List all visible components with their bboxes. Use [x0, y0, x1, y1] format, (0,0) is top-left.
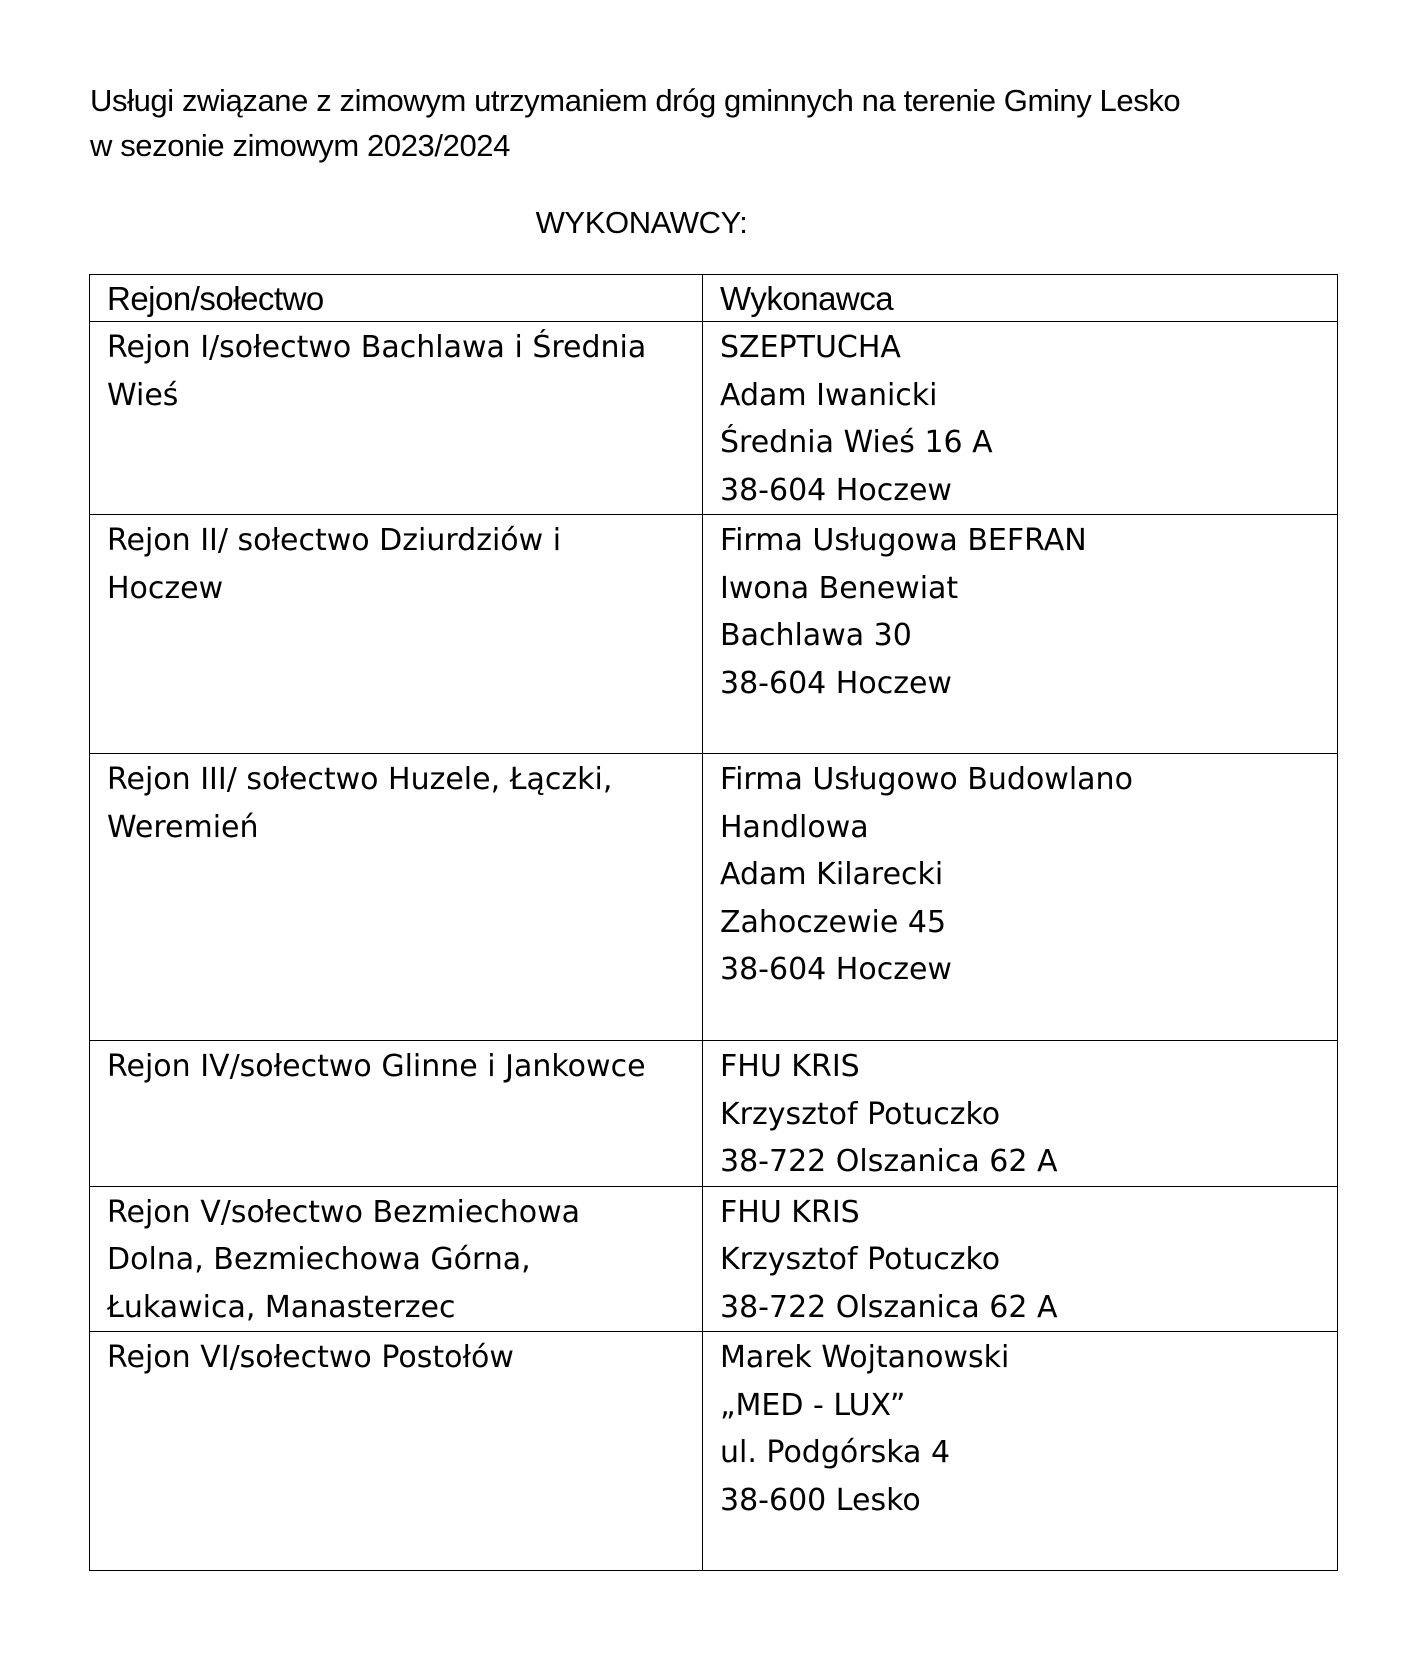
contractor-line: FHU KRIS [720, 1194, 860, 1230]
contractor-line: 38-600 Lesko [720, 1482, 921, 1518]
document-title-line-2: w sezonie zimowym 2023/2024 [90, 128, 510, 163]
contractor-line: Firma Usługowa BEFRAN [720, 523, 1087, 558]
region-line: Hoczew [107, 570, 224, 606]
region-line: Rejon V/sołectwo Bezmiechowa [107, 1194, 581, 1230]
contractor-cell [703, 515, 1338, 754]
contractor-line: SZEPTUCHA [720, 330, 901, 365]
region-line: Wieś [107, 377, 179, 413]
region-line: Dolna, Bezmiechowa Górna, [107, 1242, 531, 1277]
contractors-table [89, 274, 1338, 1571]
contractor-line: Adam Kilarecki [720, 857, 944, 892]
region-cell [90, 515, 703, 754]
region-line: Łukawica, Manasterzec [107, 1289, 456, 1325]
contractor-line: Bachlawa 30 [720, 618, 912, 653]
contractor-line: Marek Wojtanowski [720, 1340, 1010, 1375]
contractor-line: Średnia Wieś 16 A [720, 425, 993, 460]
region-cell [90, 322, 703, 515]
region-line: Weremień [107, 809, 259, 845]
contractor-line: Krzysztof Potuczko [720, 1242, 1001, 1277]
column-header-region: Rejon/sołectwo [90, 275, 703, 322]
contractor-line: ul. Podgórska 4 [720, 1435, 951, 1470]
document-title-line-1: Usługi związane z zimowym utrzymaniem dróg gminnych na terenie Gminy Lesko [90, 83, 1181, 118]
document-title [90, 78, 1350, 168]
table-row [90, 754, 1338, 1041]
contractor-cell [703, 754, 1338, 1041]
contractor-line: Zahoczewie 45 [720, 904, 947, 940]
contractor-cell [703, 1332, 1338, 1571]
contractor-line: 38-604 Hoczew [720, 952, 952, 987]
contractor-line: Handlowa [720, 809, 869, 845]
table-row [90, 1186, 1338, 1332]
table-header-row [90, 275, 1338, 322]
contractor-line: 38-722 Olszanica 62 A [720, 1289, 1058, 1325]
contractor-line: FHU KRIS [720, 1049, 860, 1084]
contractor-line: Krzysztof Potuczko [720, 1096, 1001, 1132]
contractor-cell [703, 322, 1338, 515]
contractor-line: „MED - LUX” [720, 1387, 906, 1423]
contractor-line: 38-722 Olszanica 62 A [720, 1144, 1058, 1179]
contractor-line: 38-604 Hoczew [720, 665, 952, 701]
contractor-line: 38-604 Hoczew [720, 472, 952, 508]
region-line: Rejon III/ sołectwo Huzele, Łączki, [107, 762, 613, 797]
column-header-contractor: Wykonawca [703, 275, 1338, 322]
region-cell [90, 1332, 703, 1571]
region-line: Rejon II/ sołectwo Dziurdziów i [107, 523, 562, 558]
contractor-line: Firma Usługowo Budowlano [720, 762, 1133, 797]
contractor-line: Iwona Benewiat [720, 570, 959, 606]
region-cell [90, 1041, 703, 1187]
region-line: Rejon VI/sołectwo Postołów [107, 1340, 514, 1375]
contractor-cell [703, 1041, 1338, 1187]
table-row [90, 1041, 1338, 1187]
table-row [90, 1332, 1338, 1571]
table-row [90, 322, 1338, 515]
region-cell [90, 754, 703, 1041]
contractors-heading: WYKONAWCY: [535, 205, 748, 240]
contractor-line: Adam Iwanicki [720, 377, 938, 413]
contractor-cell [703, 1186, 1338, 1332]
region-cell [90, 1186, 703, 1332]
region-line: Rejon IV/sołectwo Glinne i Jankowce [107, 1049, 646, 1084]
table-row [90, 515, 1338, 754]
region-line: Rejon I/sołectwo Bachlawa i Średnia [107, 330, 647, 365]
